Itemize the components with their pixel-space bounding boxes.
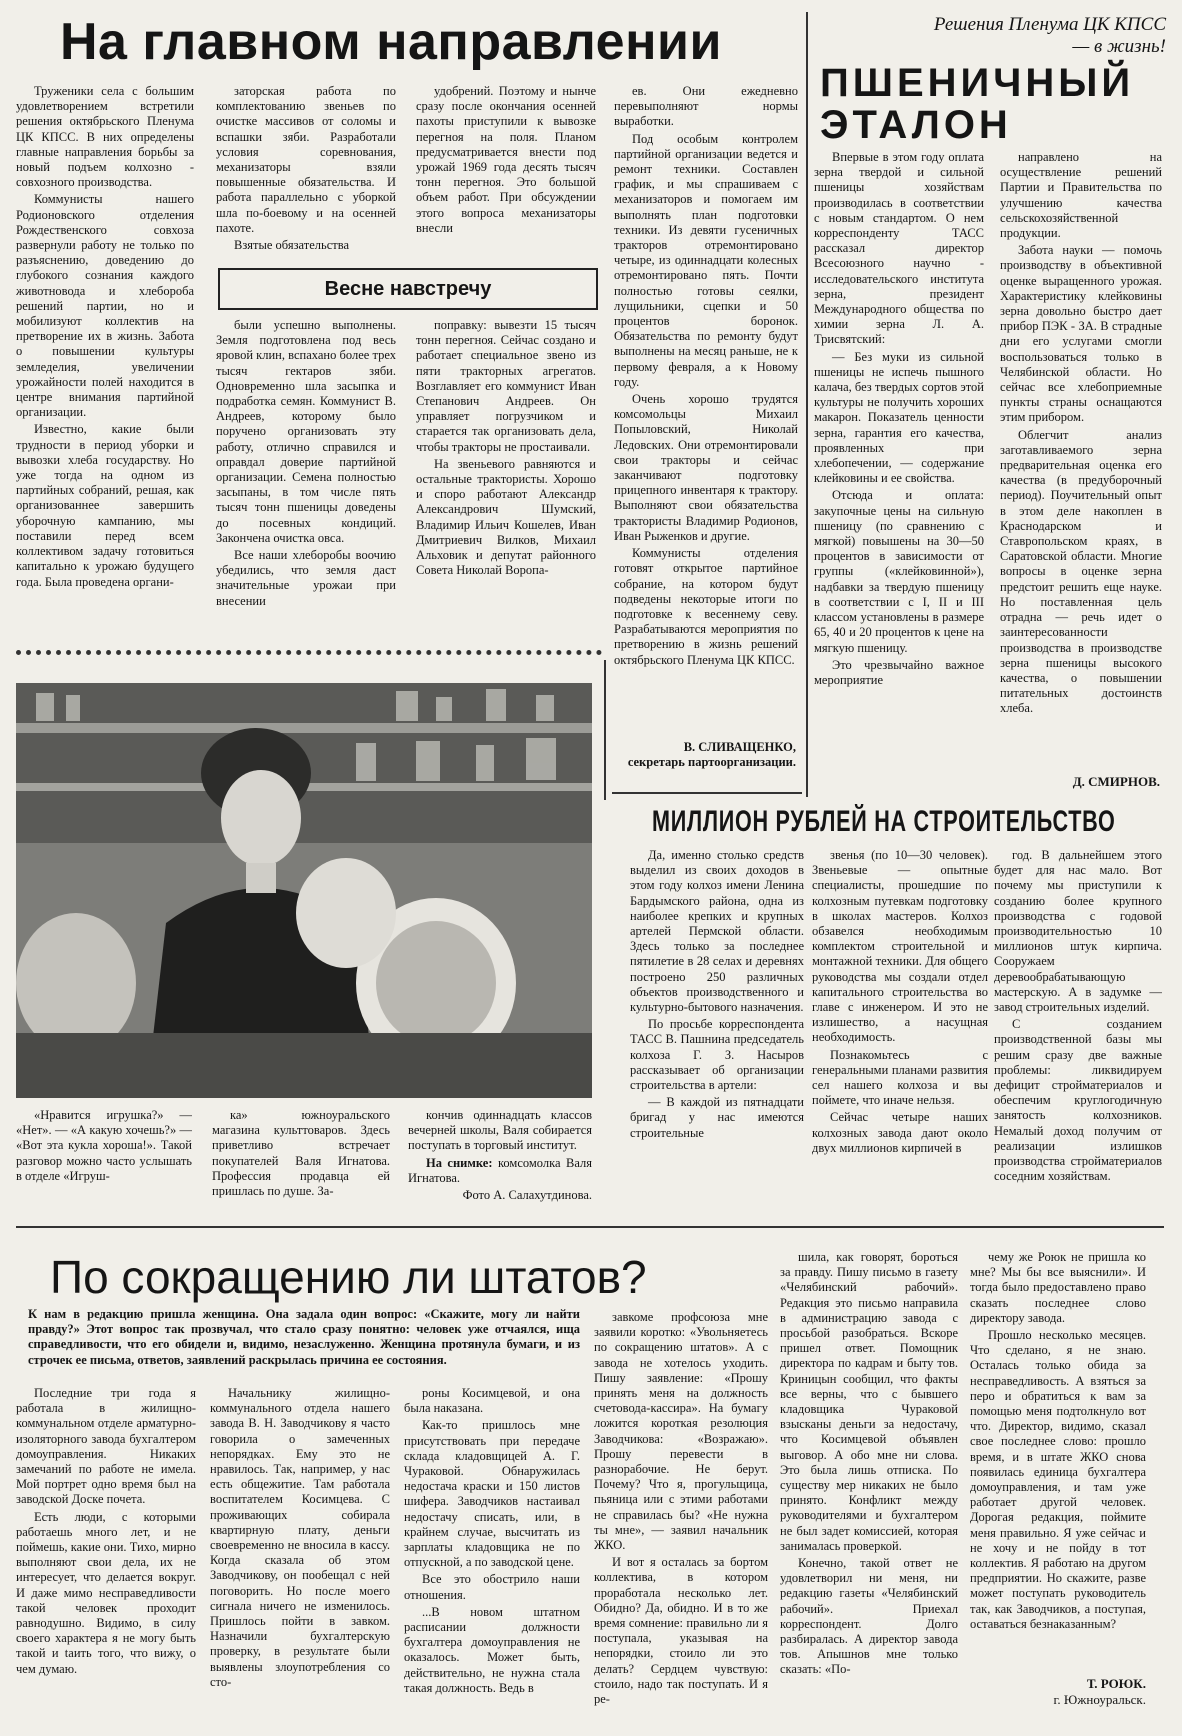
caption-label: На снимке: <box>426 1155 493 1170</box>
wheat-column-2: направлено на осуществление решений Партии и Правительства по улучшению качества сельскохозяйственной продукции. Забота науки — помочь производству в объективной оценке выращенного урожая. Характеристику клейковины зерна довольно быстро дает прибор ПЭК - ЗА. В страдные дни его услугами смогли воспользоваться только в Челябинской области. Но сейчас все хлебоприемные пункты страны оснащаются этим прибором. Облегчит анализ заготавливаемого зерна предварительная оценка его качества (в предуборочный период). Поучительный опыт в этом деле накоплен в Краснодарском и Ставропольском краях, в Саратовской области. Многие вопросы в оценке зерна предстоит решить еще науке. Но поставленная цель отрадна — речь идет о заинтересованности производства в производстве зерна пшеницы высокого качества, о повышении питательных достоинств хлеба. <box>1000 150 1162 716</box>
subheading-spring: Весне навстречу <box>324 278 492 300</box>
headline-main: На главном направлении <box>60 13 722 71</box>
divider <box>612 792 802 794</box>
rubric <box>934 14 1166 58</box>
subheading-box <box>218 268 598 310</box>
column-rule <box>604 660 606 800</box>
caption-column-1: «Нравится игрушка?» — «Нет». — «А какую хочешь?» — «Вот эта кукла хороша!». Такой разговор можно часто услышать в отделе «Игруш- <box>16 1108 192 1183</box>
signature-name: В. СЛИВАЩЕНКО, <box>683 740 796 754</box>
rubric-line-1: Решения Пленума ЦК КПСС <box>933 14 1166 35</box>
million-column-3: год. В дальнейшем этого будет для нас мало. Вот почему мы приступили к созданию более крупного производства с годовой производительностью 10 миллионов штук кирпича. Сооружаем деревообрабатывающую мастерскую. А в задумке — завод строительных изделий. С созданием производственной базы мы решим сразу две важные проблемы: ликвидируем дефицит стройматериалов и обеспечим круглогодичную занятость колхозников. Немалый доход получим от реализации излишков производства стройматериалов соседним хозяйствам. <box>994 848 1162 1184</box>
headline-wheat: ПШЕНИЧНЫЙ ЭТАЛОН <box>820 61 1135 147</box>
wheat-column-1: Впервые в этом году оплата зерна твердой и сильной пшеницы хозяйствам производилась в соответствии с новым стандартом. О нем корреспонденту ТАСС рассказал директор Всесоюзного научно - исследовательского института зерна, президент Международного общества по химии зерна Л. А. Трисвятский: — Без муки из сильной пшеницы не испечь пышного калача, без твердых сортов этой культуры не получить хороших макарон. Показатель ценности зерна, гарантия его качества, проявленных при хлебопечении, — содержание клейковины и ее свойства. Отсюда и оплата: закупочные цены на сильную пшеницу (по сравнению с мягкой) повышены на 30—50 процентов в зависимости от группы («клейковинной»), надбавки за твердую пшеницу в соответствии с I, II и III классом установлены в размере 65, 40 и 20 процентов к цене на мягкую пшеницу. Это чрезвычайно важное мероприятие <box>814 150 984 687</box>
rubric-line-2: — в жизнь! <box>1072 36 1166 57</box>
article1-column-1: Труженики села с большим удовлетворением встретили решения октябрьского Пленума ЦК КПСС. В них определены главные направления борьбы за новый подъем колхозно - совхозного производства. Коммунисты нашего Родионовского отделения Рождественского совхоза развернули работу не только по разъяснению, доведению до глубокого сознания каждого животновода и хлебороба решений партии, но и мобилизуют коллектив на претворение их в жизнь. Забота о повышении культуры земледелия, увеличении урожайности полей находится в центре внимания партийной организации. Известно, какие были трудности в период уборки и вывозки хлеба государству. Но уже тогда на одном из партийных собраний, решая, как организованнее завершить уборочную кампанию, мы поставили перед всем коллективом задачу готовиться капитально к урожаю будущего года. Была проведена органи- <box>16 84 194 589</box>
staff-column-5: шила, как говорят, бороться за правду. Пишу письмо в газету «Челябинский рабочий». Редакция это письмо направила в администрацию завода с просьбой разобраться. Вскоре пришел ответ. Помощник директора по кадрам и быту тов. Криницын сообщил, что факты все верны, что с бывшего кладовщика Чураковой взысканы деньги за недостачу, что Косимцевой объявлен выговор. А обо мне ни слова. Это была лишь отписка. По существу мер никаких не было принято. Конфликт между руководителями и бухгалтером не был задет комиссией, которая занималась проверкой. Конечно, такой ответ не удовлетворил ни меня, ни редакцию газеты «Челябинский рабочий». Приехал корреспондент. Долго разбиралась. А директор завода тов. Апышнов мне только сказать: «По- <box>780 1250 958 1677</box>
article1-column-2: заторская работа по комплектованию звеньев по очистке массивов от соломы и вспашки зяби. Разработали условия соревнования, механизаторы взяли повышенные обязательства. И работа параллельно с уборкой шла по-боевому и на осенней пахоте. Взятые обязательства <box>216 84 396 253</box>
staff-column-6: чему же Роюк не пришла ко мне? Мы бы все выяснили». И тогда было предоставлено право сказать последнее слово директору завода. Прошло несколько месяцев. Что сделано, я не знаю. Осталась только обида за несправедливость. А взяться за перо и обратиться к вам за помощью меня подтолкнуло вот что. Директор, видимо, сказал свое последнее слово: прошло время, и в штате ЖКО снова появилась единица бухгалтера домоуправления, и там уже работает другой человек. Дорогая редакция, поймите меня правильно. Я уже сейчас и не хочу и не пойду в тот коллектив. Я работаю на другом предприятии. Но скажите, разве может поступать руководитель так, как Заводчиков, а поступая, оставаться безнаказанным? <box>970 1250 1146 1631</box>
headline-staff: По сокращению ли штатов? <box>50 1251 647 1303</box>
million-column-2: звенья (по 10—30 человек). Звеньевые — опытные специалисты, прошедшие по колхозным путевкам подготовку в школах мастеров. Колхоз обзавелся необходимым комплектом строительной и монтажной техники. Для общего руководства мы создали отдел капитального строительства во главе с инженером. И это не излишество, а насущная необходимость. Познакомьтесь с генеральными планами развития сел нашего колхоза и вы поймете, что иначе нельзя. Сейчас четыре наших колхозных завода дают около двух миллионов кирпичей в <box>812 848 988 1155</box>
million-column-1: Да, именно столько средств выделил из своих доходов в этом году колхоз имени Ленина Бардымского района, одна из наиболее крепких и крупных артелей Пермской области. Здесь только за последнее пятилетие в 28 селах и деревнях построено 250 различных объектов производственного и культурно-бытового назначения. По просьбе корреспондента ТАСС В. Пашнина председатель колхоза Г. З. Насыров рассказывает об организации строительства в артели: — В каждой из пятнадцати бригад у нас имеются строительные <box>630 848 804 1140</box>
staff-column-1: Последние три года я работала в жилищно-коммунальном отделе арматурно-изоляторного завода бухгалтером домоуправления. Никаких замечаний по работе не имела. Мой портрет одно время был на заводской Доске почета. Есть люди, с которыми работаешь много лет, и не поймешь, какие они. Тихо, мирно выполняют свои дела, их не интересует, что делается вокруг. И даже мимо несправедливости такой человек проходит равнодушно. Видимо, в силу своего характера я не могу быть такой и taить того, что вижу, о чем думаю. <box>16 1386 196 1676</box>
photo-credit: Фото А. Салахутдинова. <box>462 1188 592 1203</box>
staff-column-2: Начальнику жилищно-коммунального отдела нашего завода В. Н. Заводчикову я часто говорила о замеченных непорядках. Ему это не нравилось. Так, например, у нас есть общежитие. Там работала воспитателем Косимцева. С проживающих собирала квартирную плату, деньги своевременно не вносила в кассу. Когда сказала об этом Заводчикову, он пообещал с ней поговорить. Но после моего сигнала ничего не изменилось. Пришлось пойти в завком. Назначили бухгалтерскую проверку, в результате были выявлены злоупотребления со сто- <box>210 1386 390 1689</box>
staff-lead: К нам в редакцию пришла женщина. Она задала один вопрос: «Скажите, могу ли найти правду?» Этот вопрос так прозвучал, что стало сразу понятно: человек уже отчаялся, ища справедливости, что его обидели и, видимо, незаслуженно. Женщина протянула бумаги, и из строчек ее письма, ответов, заявлений раскрылась причина ее состояния. <box>28 1307 580 1367</box>
caption-subject: комсомолка Валя Игнатова. <box>408 1155 592 1185</box>
signature-roiuk: Т. РОЮК. <box>1086 1676 1146 1691</box>
staff-column-4: завкоме профсоюза мне заявили коротко: «Увольняетесь по сокращению штатов». А с завода не хотелось уходить. Пишу заявление: «Прошу принять меня на должность счетовода-кассира». На бумагу ложится короткая резолюция Заводчикова: «Возражаю». Прошу перевести в разнорабочие. Не берут. Почему? Что я, прогульщица, пьяница или с этими работами не справилась бы? «Не нужна ты мне», — заявил начальник ЖКО. И вот я осталась за бортом коллектива, в котором проработала несколько лет. Обидно? Да, обидно. И в то же время сомнение: правильно ли я поступала, указывая на непорядки, стоило ли это делать? Сердцем чувствую: стоило, надо так поступать. И я ре- <box>594 1310 768 1707</box>
article1-column-2b: были успешно выполнены. Земля подготовлена под весь яровой клин, вспахано более трех тысяч гектаров зяби. Одновременно шла засыпка и подработка семян. Коммунист В. Андреев, которому было поручено организовать эту работу, отлично справился и оправдал доверие партийной организации. Семена полностью засыпаны, в том числе пять тысяч тонн пшеницы доведены до посевных кондиций. Закончена очистка овса. Все наши хлеборобы воочию убедились, что земля даст значительные урожаи при внесении <box>216 318 396 608</box>
headline-million: МИЛЛИОН РУБЛЕЙ НА СТРОИТЕЛЬСТВО <box>652 805 1116 838</box>
photo-illustration <box>16 683 592 1098</box>
caption-column-3: кончив одиннадцать классов вечерней школы, Валя собирается поступать в торговый институт. На снимке: комсомолка Валя Игнатова. Фото А. Салахутдинова. <box>408 1108 592 1203</box>
article1-column-3: удобрений. Поэтому и нынче сразу после окончания осенней пахоты приступили к вывозке перегноя на поля. Планом предусматривается внести под урожай 1969 года десять тысяч тонн перегноя. Это большой объем работ. При обсуждении этого вопроса механизаторы внесли <box>416 84 596 235</box>
section-divider <box>16 1226 1164 1228</box>
caption-column-2: ка» южноуральского магазина культтоваров. Здесь приветливо встречает покупателей Валя Игнатова. Профессия продавца ей пришлась по душе. За- <box>212 1108 390 1199</box>
staff-signature <box>970 1676 1146 1708</box>
staff-column-3: роны Косимцевой, и она была наказана. Как-то пришлось мне присутствовать при передаче склада кладовщицей А. Г. Чураковой. Обнаружилась недостача краски и 150 листов шифера. Заводчиков настаивал недостачу списать, или, в крайнем случае, высчитать из зарплаты кладовщика не по отпускной, а по заводской цене. Все это обострило наши отношения. ...В новом штатном расписании должности бухгалтера домоуправления не оказалось. Может быть, действительно, не нужна стала такая должность. Ведь в <box>404 1386 580 1695</box>
dotted-separator <box>16 650 602 655</box>
article1-signature <box>624 740 796 770</box>
article1-column-3b: поправку: вывезти 15 тысяч тонн перегноя. Сейчас создано и работает специальное звено из пяти тракторных агрегатов. Возглавляет его коммунист Иван Степанович Андреев. Он управляет погрузчиком и старается так организовать дела, чтобы тракторы не простаивали. На звеньевого равняются и остальные трактористы. Хорошо и споро работают Александр Александрович Шумский, Владимир Ильич Кошелев, Иван Дмитриевич Вилков, Михаил Альховик и депутат районного Совета Николай Воропа- <box>416 318 596 578</box>
signature-title: секретарь партоорганизации. <box>627 755 796 769</box>
photo-saleswoman <box>16 683 592 1098</box>
signature-city: г. Южноуральск. <box>1053 1692 1146 1707</box>
article1-column-4: ев. Они ежедневно перевыполняют нормы выработки. Под особым контролем партийной организации ведется и ремонт техники. Составлен график, и мы спрашиваем с механизаторов и помогаем им выполнять план подготовки техники. Из девяти гусеничных тракторов отремонтировано четыре, из одиннадцати колесных отремонтировано пять. Почти полностью готовы сеялки, лущильники, сцепки и 50 процентов боронок. Обязательства по ремонту будут выполнены на месяц раньше, не к первому февраля, а к Новому году. Очень хорошо трудятся комсомольцы Михаил Попыловский, Николай Ледовских. Они отремонтировали свои тракторы и сейчас заканчивают подготовку прицепного инвентаря к трактору. Выполняют свои обязательства трактористы Владимир Родионов, Иван Рыженков и другие. Коммунисты отделения готовят открытое партийное собрание, на котором будут подведены некоторые итоги по подготовке к весеннему севу. Разрабатываются мероприятия по претворению в жизнь решений октябрьского Пленума ЦК КПСС. <box>614 84 798 667</box>
column-rule <box>806 12 808 797</box>
wheat-signature: Д. СМИРНОВ. <box>1072 774 1160 789</box>
